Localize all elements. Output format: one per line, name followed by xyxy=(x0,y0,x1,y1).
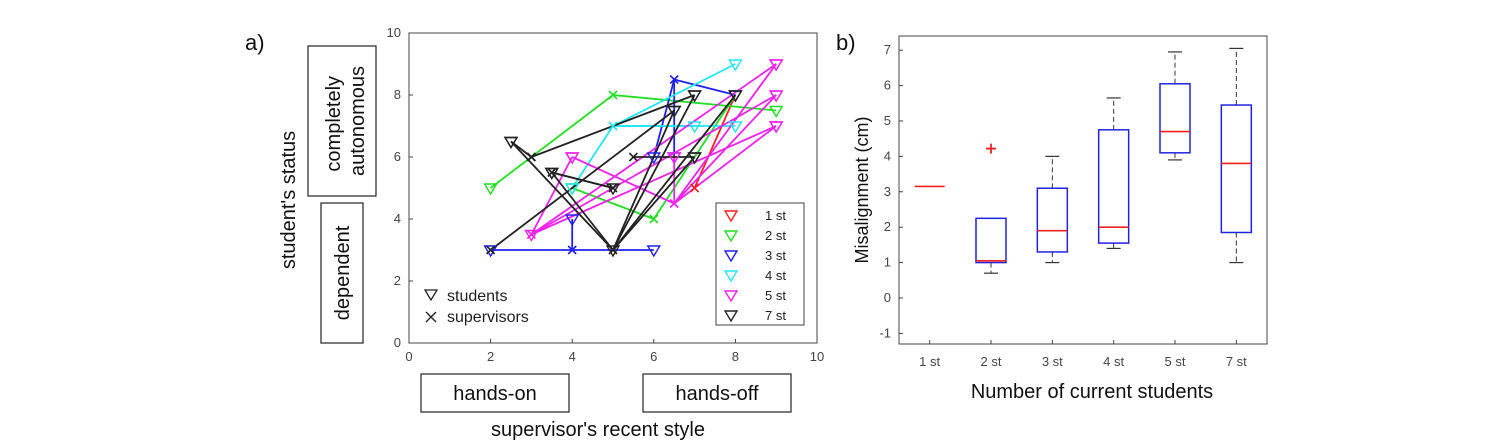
y-tick-label: 5 xyxy=(883,112,891,128)
x-tick-label: 2 xyxy=(486,349,495,364)
y-tick-label: 0 xyxy=(883,289,891,305)
box-body xyxy=(1160,84,1190,153)
x-tick-label: 2 st xyxy=(980,354,1002,369)
student-marker xyxy=(648,246,660,256)
outlier-marker xyxy=(986,144,996,154)
students-legend-label: students xyxy=(447,288,508,305)
hands-off-label: hands-off xyxy=(675,383,759,405)
box-body xyxy=(1037,188,1067,252)
panel-b-xlabel: Number of current students xyxy=(970,381,1214,403)
y-tick-label: 6 xyxy=(883,77,891,93)
students-legend-marker xyxy=(425,290,437,300)
box-5 xyxy=(1160,52,1190,160)
y-tick-label: 0 xyxy=(393,335,401,350)
y-tick-label: 1 xyxy=(883,254,891,270)
connection-line xyxy=(552,173,613,189)
box-6 xyxy=(1221,48,1251,262)
panel-b xyxy=(836,30,1267,403)
x-tick-label: 6 xyxy=(650,349,658,364)
x-tick-label: 8 xyxy=(731,349,740,364)
legend-label: 1 st xyxy=(765,208,786,223)
box-4 xyxy=(1099,98,1129,248)
autonomous-line-2: autonomous xyxy=(347,65,369,177)
dependent-box-label: dependent xyxy=(332,225,354,321)
legend-label: 4 st xyxy=(765,268,786,283)
legend-label: 7 st xyxy=(765,308,786,323)
y-tick-label: 2 xyxy=(883,219,891,235)
y-tick-label: -1 xyxy=(879,325,891,341)
y-tick-label: 3 xyxy=(883,183,891,199)
y-tick-label: 4 xyxy=(393,211,401,226)
panel-b-label: b) xyxy=(836,30,856,55)
box-2 xyxy=(976,144,1006,274)
autonomous-line-1: completely xyxy=(323,75,345,172)
box-3 xyxy=(1037,156,1067,262)
panel-b-ylabel: Misalignment (cm) xyxy=(852,116,872,264)
panel-a-label: a) xyxy=(245,30,265,55)
x-tick-label: 4 xyxy=(568,349,576,364)
x-tick-label: 10 xyxy=(809,349,825,364)
panel-a-ylabel: student's status xyxy=(278,130,300,270)
box-body xyxy=(1099,130,1129,243)
legend-label: 2 st xyxy=(765,228,786,243)
supervisors-legend-marker xyxy=(426,312,436,322)
y-tick-label: 7 xyxy=(883,42,891,58)
series-legend-frame xyxy=(716,203,804,325)
supervisor-marker xyxy=(650,215,658,223)
legend-label: 3 st xyxy=(765,248,786,263)
connection-line xyxy=(613,95,695,250)
x-tick-label: 1 st xyxy=(919,354,941,369)
x-tick-label: 7 st xyxy=(1225,354,1247,369)
y-tick-label: 4 xyxy=(883,148,891,164)
supervisor-marker xyxy=(691,184,699,192)
panel-b-ticks xyxy=(879,42,1247,369)
x-tick-label: 0 xyxy=(405,349,413,364)
supervisors-legend-label: supervisors xyxy=(447,309,529,326)
x-tick-label: 3 st xyxy=(1041,354,1063,369)
y-tick-label: 10 xyxy=(386,25,401,40)
panel-b-axes-frame xyxy=(899,36,1267,344)
connection-line xyxy=(491,95,613,188)
box-body xyxy=(976,218,1006,262)
student-marker xyxy=(770,107,782,117)
marker-legend xyxy=(425,288,529,326)
legend-label: 5 st xyxy=(765,288,786,303)
x-tick-label: 5 st xyxy=(1164,354,1186,369)
supervisor-marker xyxy=(527,153,535,161)
connection-line xyxy=(674,80,735,96)
box-body xyxy=(1221,105,1251,232)
x-tick-label: 4 st xyxy=(1103,354,1125,369)
panel-a xyxy=(245,25,824,441)
panel-a-xlabel: supervisor's recent style xyxy=(491,419,705,441)
y-tick-label: 2 xyxy=(393,273,401,288)
hands-on-label: hands-on xyxy=(453,383,537,405)
y-tick-label: 8 xyxy=(393,87,401,102)
y-tick-label: 6 xyxy=(393,149,401,164)
panel-b-boxes xyxy=(915,48,1252,273)
